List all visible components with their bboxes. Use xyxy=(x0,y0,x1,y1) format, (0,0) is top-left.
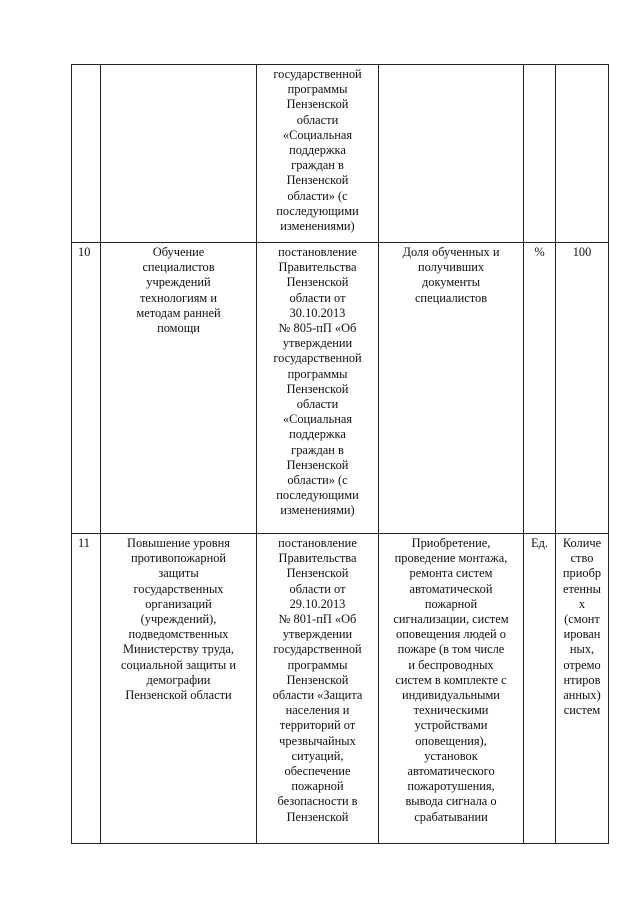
row-number xyxy=(72,65,101,243)
table-row xyxy=(72,243,609,534)
program-table xyxy=(71,64,609,844)
unit-cell: Ед. xyxy=(524,534,556,844)
table-row xyxy=(72,534,609,844)
basis-cell: государственной программы Пензенской области «Социальная поддержка граждан в Пензенской области» (с последующими изменениями) xyxy=(257,65,379,243)
basis-cell: постановление Правительства Пензенской области от 30.10.2013 № 805-пП «Об утверждении государственной программы Пензенской области «Социальная поддержка граждан в Пензенской области» (с последующими изменениями) xyxy=(257,243,379,534)
activity-cell xyxy=(101,65,257,243)
value-cell xyxy=(556,65,609,243)
indicator-cell: Доля обученных и получивших документы специалистов xyxy=(379,243,524,534)
row-number: 10 xyxy=(72,243,101,534)
value-cell: Количе ство приобр етенны х (смонт ирован ных, отремо нтиров анных) систем xyxy=(556,534,609,844)
activity-cell: Повышение уровня противопожарной защиты государственных организаций (учреждений), подведомственных Министерству труда, социальной защиты и демографии Пензенской области xyxy=(101,534,257,844)
indicator-cell xyxy=(379,65,524,243)
unit-cell: % xyxy=(524,243,556,534)
indicator-cell: Приобретение, проведение монтажа, ремонта систем автоматической пожарной сигнализации, систем оповещения людей о пожаре (в том числе и беспроводных систем в комплекте с индивидуальными техническими устройствами оповещения), установок автоматического пожаротушения, вывода сигнала о срабатывании xyxy=(379,534,524,844)
activity-cell: Обучение специалистов учреждений технологиям и методам ранней помощи xyxy=(101,243,257,534)
table-row xyxy=(72,65,609,243)
unit-cell xyxy=(524,65,556,243)
basis-cell: постановление Правительства Пензенской области от 29.10.2013 № 801-пП «Об утверждении государственной программы Пензенской области «Защита населения и территорий от чрезвычайных ситуаций, обеспечение пожарной безопасности в Пензенской xyxy=(257,534,379,844)
value-cell: 100 xyxy=(556,243,609,534)
row-number: 11 xyxy=(72,534,101,844)
